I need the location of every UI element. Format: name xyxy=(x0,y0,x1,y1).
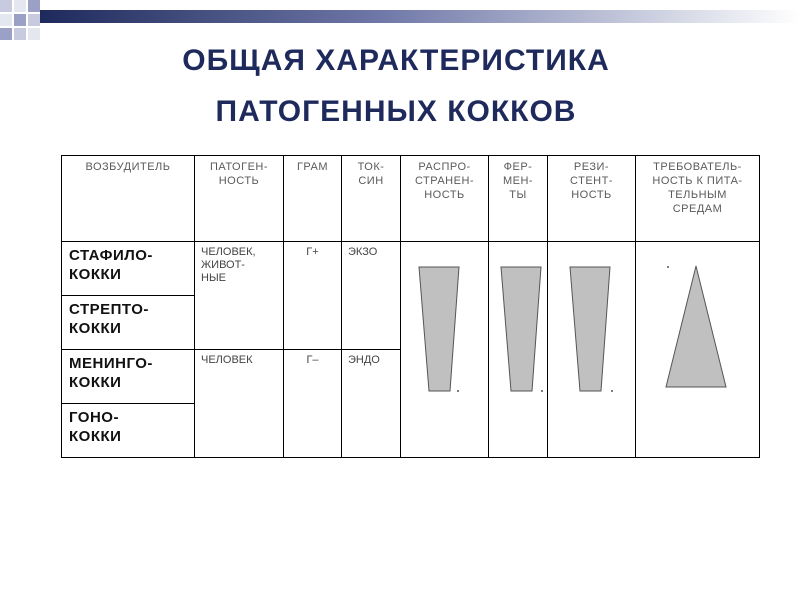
pathogenicity-line: ЧЕЛОВЕК xyxy=(201,354,253,366)
header-prevalence-line: РАСПРО- xyxy=(418,161,471,173)
prevalence-trend-cell xyxy=(401,242,489,458)
gram-value: Г– xyxy=(306,354,319,366)
pathogen-name-line: КОККИ xyxy=(69,428,122,445)
cocci-characteristics-table xyxy=(61,155,760,458)
header-prevalence-line: СТРАНЕН- xyxy=(414,175,475,187)
header-pathogenicity xyxy=(195,156,284,242)
enzymes-trend-svg xyxy=(489,242,548,444)
toxin-group-2 xyxy=(342,350,401,458)
enzymes-trend-shape xyxy=(501,267,541,391)
header-toxin xyxy=(342,156,401,242)
corner-dot xyxy=(541,390,543,392)
header-enzymes-line: МЕН- xyxy=(502,175,534,187)
header-media-line: НОСТЬ К ПИТА- xyxy=(652,175,743,187)
corner-dot xyxy=(611,390,613,392)
gram-value: Г+ xyxy=(306,246,319,258)
header-media-line: ТЕЛЬНЫМ xyxy=(668,189,727,201)
header-prevalence-line: НОСТЬ xyxy=(424,189,465,201)
gram-group-2 xyxy=(284,350,342,458)
corner-dot xyxy=(457,390,459,392)
pathogen-name-line: СТРЕПТО- xyxy=(69,301,149,318)
pathogen-staphylococci xyxy=(62,242,195,296)
header-pathogenicity-line: НОСТЬ xyxy=(218,175,260,187)
pathogen-meningococci xyxy=(62,350,195,404)
slide-title-line-2: ПАТОГЕННЫХ КОККОВ xyxy=(215,95,577,128)
header-resistance xyxy=(548,156,636,242)
toxin-group-1 xyxy=(342,242,401,350)
enzymes-trend-cell xyxy=(489,242,548,458)
toxin-value: ЭКЗО xyxy=(348,246,378,258)
table-row xyxy=(62,242,760,296)
header-pathogen xyxy=(62,156,195,242)
pathogenicity-group-1 xyxy=(195,242,284,350)
media-requirements-trend-shape xyxy=(666,266,726,387)
header-resistance-line: НОСТЬ xyxy=(571,189,612,201)
gram-group-1 xyxy=(284,242,342,350)
toxin-value: ЭНДО xyxy=(348,354,380,366)
pathogenicity-line: ЖИВОТ- xyxy=(201,259,245,271)
pathogenicity-line: НЫЕ xyxy=(201,272,227,284)
pathogen-name-line: КОККИ xyxy=(69,266,122,283)
header-gram xyxy=(284,156,342,242)
header-resistance-line: СТЕНТ- xyxy=(570,175,613,187)
header-media-line: СРЕДАМ xyxy=(672,203,723,215)
pathogen-name-line: ГОНО- xyxy=(69,409,119,426)
header-prevalence xyxy=(401,156,489,242)
prevalence-trend-shape xyxy=(419,267,459,391)
header-row xyxy=(62,156,760,242)
pathogen-gonococci xyxy=(62,404,195,458)
pathogen-streptococci xyxy=(62,296,195,350)
header-enzymes xyxy=(489,156,548,242)
header-toxin-line: ТОК- xyxy=(357,161,385,173)
header-toxin-line: СИН xyxy=(358,175,384,187)
header-resistance-line: РЕЗИ- xyxy=(573,161,610,173)
header-enzymes-line: ТЫ xyxy=(509,189,527,201)
media-trend-svg xyxy=(636,242,760,444)
pathogen-name-line: КОККИ xyxy=(69,320,122,337)
slide-title-line-1: ОБЩАЯ ХАРАКТЕРИСТИКА xyxy=(182,44,610,77)
header-pathogenicity-line: ПАТОГЕН- xyxy=(209,161,269,173)
pathogen-name-line: КОККИ xyxy=(69,374,122,391)
corner-dot xyxy=(667,266,669,268)
media-requirements-trend-cell xyxy=(636,242,760,458)
header-gram-text: ГРАМ xyxy=(296,161,329,173)
resistance-trend-svg xyxy=(548,242,636,444)
header-media-line: ТРЕБОВАТЕЛЬ- xyxy=(653,161,742,173)
resistance-trend-cell xyxy=(548,242,636,458)
pathogenicity-group-2 xyxy=(195,350,284,458)
prevalence-trend-svg xyxy=(401,242,489,444)
pathogen-name-line: МЕНИНГО- xyxy=(69,355,153,372)
header-media-requirements xyxy=(636,156,760,242)
pathogenicity-line: ЧЕЛОВЕК, xyxy=(201,246,256,258)
header-enzymes-line: ФЕР- xyxy=(503,161,533,173)
resistance-trend-shape xyxy=(570,267,610,391)
pathogen-name-line: СТАФИЛО- xyxy=(69,247,153,264)
header-pathogen-text: ВОЗБУДИТЕЛЬ xyxy=(85,161,171,173)
header-decoration xyxy=(0,0,800,50)
